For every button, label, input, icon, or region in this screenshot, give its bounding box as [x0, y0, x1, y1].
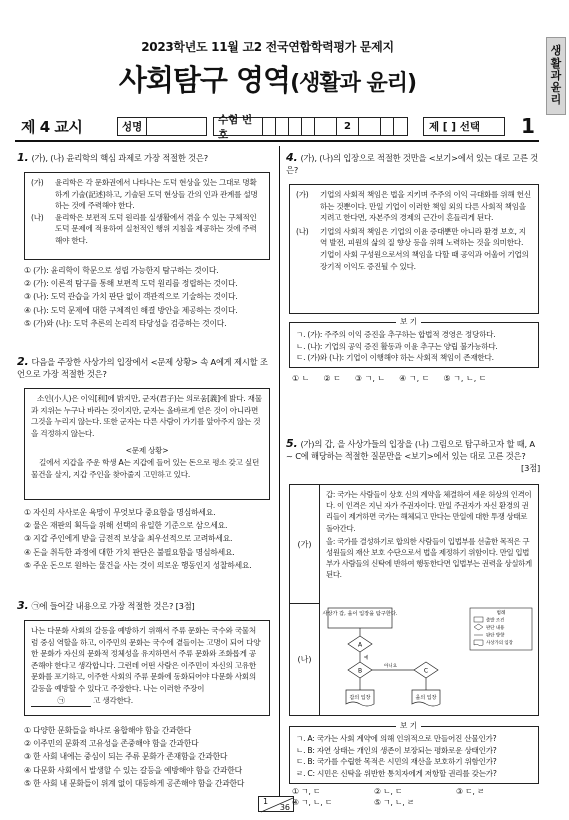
legend-item: 사상가의 입장	[486, 641, 513, 646]
exam-number-cell	[263, 118, 276, 135]
subject-main: 사회탐구 영역	[118, 63, 291, 97]
answer-option[interactable]: ④ ㄱ, ㄴ, ㄷ	[292, 798, 333, 807]
side-tab	[546, 37, 566, 115]
period-label: 제 4 교시	[21, 118, 83, 136]
thinker-gap: 갑: 국가는 사람들이 상호 신의 계약을 체결하여 세운 허상의 인격이다. 이 인격은 지닌 자가 주권자이다. 만일 주권자가 자신 환경의 권리들이 제거하면 국가는 해체되고 만다는 만일에 대한 투쟁 상태로 돌아간다.	[326, 490, 532, 533]
answer-option[interactable]: ④ ㄱ, ㄷ	[399, 374, 430, 383]
bogi-item: ㄷ. B: 국가를 수립한 목적은 시민의 재산을 보호하기 위함인가?	[296, 757, 497, 767]
answer-option[interactable]: ④ 다문화 사회에서 발생할 수 있는 갈등을 예방해야 함을 간과한다	[24, 765, 242, 775]
answer-option[interactable]: ⑤ ㄱ, ㄴ, ㄷ	[443, 374, 487, 383]
situation-title: <문제 상황>	[125, 446, 169, 456]
question-5-bogi	[289, 726, 539, 784]
flow-end-left-label: 갑의 입장	[349, 695, 371, 701]
answer-option[interactable]: ② ㄴ, ㄷ	[374, 787, 403, 796]
name-field[interactable]	[117, 117, 207, 136]
question-text: (가), (나) 윤리학의 핵심 과제로 가장 적절한 것은?	[31, 153, 208, 163]
choice-label: 제 [ ] 선택	[429, 121, 480, 133]
question-number: 5.	[286, 437, 298, 450]
item-tag: (나)	[296, 226, 309, 236]
side-tab-char: 과	[550, 68, 562, 82]
question-3-stem	[17, 600, 273, 612]
thinker-eul: 을: 국가를 결성하기로 합의한 사람들이 입법부를 선출한 목적은 구성원들의 재산 보호 수단으로서 법을 제정하기 위함이다. 만일 입법부가 사람들의 신탁에 반하여 행동한다면 입법부는 권력을 상실하게 된다.	[326, 536, 532, 580]
thinker-statements	[326, 489, 534, 581]
question-number: 4.	[286, 151, 298, 164]
answer-option[interactable]: ⑤ ㄱ, ㄴ, ㄹ	[374, 798, 415, 807]
question-4-stem	[286, 152, 540, 176]
bogi-item: ㄴ. (나): 기업의 공익 증진 활동과 이윤 추구는 양립 불가능하다.	[296, 341, 498, 351]
answer-option[interactable]: ③ ㄱ, ㄴ	[354, 374, 386, 383]
bogi-item: ㄷ. (가)와 (나): 기업이 이행해야 하는 사회적 책임이 존재한다.	[296, 353, 494, 363]
flow-node-c-label: C	[423, 667, 429, 675]
info-row	[15, 113, 539, 141]
side-tab-char: 활	[550, 56, 562, 70]
flow-end-right-label: 을의 입장	[415, 695, 437, 701]
exam-number-cell	[289, 118, 302, 135]
choice-field[interactable]	[423, 117, 505, 136]
exam-number-cell	[381, 118, 394, 135]
answer-option[interactable]: ④ 돈을 취득한 과정에 대한 가치 판단은 불필요함을 명심하세요.	[24, 547, 235, 557]
question-number: 1.	[17, 151, 29, 164]
question-text: (가), (나)의 입장으로 적절한 것만을 <보기>에서 있는 대로 고른 것은?	[286, 153, 539, 175]
question-4-bogi	[289, 322, 539, 368]
question-4-passage	[289, 184, 539, 314]
side-tab-char: 생	[550, 44, 562, 58]
column-divider	[279, 146, 280, 796]
flow-node-b-label: B	[357, 667, 363, 675]
answer-blank: ㉠	[31, 695, 91, 708]
passage-text-end: 고 생각한다.	[93, 695, 133, 705]
answer-option[interactable]: ② ㄷ	[323, 374, 341, 383]
answer-option[interactable]: ① 자신의 사사로운 욕망이 무엇보다 중요함을 명심하세요.	[24, 508, 216, 517]
flow-no-label: 아니요	[384, 664, 398, 669]
exam-number-cell	[359, 118, 381, 135]
answer-option[interactable]: ⑤ 주운 돈으로 원하는 물건을 사는 것이 의로운 행동인지 성찰하세요.	[24, 560, 252, 570]
exam-number-label: 수험 번호	[214, 118, 263, 135]
answer-option[interactable]: ① (가): 윤리학이 학문으로 성립 가능한지 탐구하는 것이다.	[24, 266, 219, 275]
name-label: 성명	[118, 118, 147, 135]
answer-option[interactable]: ② 이주민의 문화적 고유성을 존중해야 함을 간과한다	[24, 739, 199, 749]
side-tab-char: 리	[550, 93, 562, 107]
exam-number-cell	[394, 118, 407, 135]
exam-number-field[interactable]	[213, 113, 408, 141]
subject-paren: (생활과 윤리)	[290, 71, 417, 96]
question-1-passage	[24, 172, 270, 260]
exam-title: 2023학년도 11월 고2 전국연합학력평가 문제지	[141, 40, 394, 54]
answer-option[interactable]: ⑤ 한 사회 내 문화들이 위계 없이 대등하게 공존해야 함을 간과한다	[24, 778, 245, 788]
answer-option[interactable]: ① ㄱ, ㄷ	[292, 787, 321, 796]
exam-number-cell	[315, 118, 337, 135]
question-3-passage	[24, 620, 270, 716]
legend-end-icon	[474, 640, 483, 646]
side-tab-char: 윤	[550, 81, 562, 95]
question-2-options	[24, 506, 276, 572]
legend-start-icon	[474, 617, 483, 622]
bogi-title: 보 기	[396, 720, 421, 731]
item-text: 기업의 사회적 책임은 법을 지키며 주주의 이익 극대화를 위해 헌신하는 것뿐이다. 만일 기업이 이러한 책임 외의 다른 사회적 책임을 지려고 한다면, 자본주의 경제의 근간이 흔들리게 된다.	[320, 190, 531, 223]
legend-item: 출발 조건	[486, 618, 505, 624]
answer-option[interactable]: ⑤ (가)와 (나): 도덕 추론의 논리적 타당성을 검증하는 것이다.	[24, 318, 227, 328]
answer-option[interactable]: ③ ㄷ, ㄹ	[456, 787, 485, 796]
question-2-stem	[17, 356, 273, 380]
bogi-item: ㄹ. C: 시민은 신탁을 위반한 통치자에게 저항할 권리를 갖는가?	[296, 768, 497, 778]
legend-item: 판단 내용	[486, 626, 505, 631]
question-2-passage	[24, 388, 270, 500]
question-5-stem	[286, 438, 540, 474]
answer-option[interactable]: ① 다양한 문화들을 하나로 융합해야 함을 간과한다	[24, 726, 192, 735]
subject-title	[0, 58, 535, 99]
exam-number-cell	[276, 118, 289, 135]
passage-item	[296, 189, 532, 224]
answer-option[interactable]: ① ㄴ	[292, 374, 310, 383]
situation-text: 길에서 지갑을 주운 학생 A는 지갑에 들어 있는 돈으로 평소 갖고 싶던 물건을 살지, 지갑 주인을 찾아줄지 고민하고 있다.	[31, 457, 260, 479]
answer-option[interactable]: ② (가): 이론적 탐구를 통해 보편적 도덕 원리를 정립하는 것이다.	[24, 279, 238, 289]
legend-diamond-icon	[474, 624, 483, 630]
item-tag: (가)	[31, 178, 44, 187]
flow-node-a-label: A	[357, 641, 363, 649]
question-1-options	[24, 264, 276, 330]
question-text: (가)의 갑, 을 사상가들의 입장을 (나) 그림으로 탐구하고자 할 때, A ~ C에 해당하는 적절한 질문만을 <보기>에서 있는 대로 고른 것은?	[286, 439, 535, 461]
answer-option[interactable]: ② 물은 재판의 획득을 위해 선택의 유일한 기준으로 삼으세요.	[24, 521, 228, 531]
question-text: 다음을 주장한 사상가의 입장에서 <문제 상황> 속 A에게 제시할 조언으로 가장 적절한 것은?	[17, 357, 268, 379]
answer-option[interactable]: ④ (나): 도덕 문제에 대한 구체적인 해결 방안을 제공하는 것이다.	[24, 305, 238, 315]
answer-option[interactable]: ③ (나): 도덕 관습을 가치 판단 없이 객관적으로 기술하는 것이다.	[24, 292, 238, 302]
bogi-item: ㄱ. (가): 주주의 이익 증진을 추구하는 합법적 경영은 정당하다.	[296, 330, 496, 339]
flow-yes-label: 예	[364, 656, 369, 661]
passage-item	[31, 177, 263, 212]
question-3-options	[24, 724, 276, 790]
passage-text: 나는 다문화 사회의 갈등을 예방하기 위해서 주류 문화는 국수와 국물처럼 중심 역할을 하고, 이주민의 문화는 국수에 곁들이는 고명이 되어 다양한 문화가 자신의 문화적 정체성을 유지하면서 주류 문화와 조화롭게 공존해야 한다고 생각합니다. 그런데 어떤 사람은 이주민이 자신의 고유한 문화를 포기하고, 이주한 사회의 주류 문화에 동화되어야 다문화 사회의 갈등을 예방할 수 있다고 주장한다. 나는 이러한 주장이	[31, 626, 261, 693]
flow-start-text: 사상가 갑, 을이 입장을 탐구한다.	[322, 611, 398, 617]
exam-number-cell: 2	[337, 118, 359, 135]
flowchart	[320, 604, 538, 716]
question-4-options	[292, 373, 501, 384]
passage-text: 소인(小人)은 이익[利]에 밝지만, 군자(君子)는 의로움[義]에 밝다. 재물과 지위는 누구나 바라는 것이지만, 군자는 올바르게 얻은 것이 아니라면 그것을 누리지 않는다. 또한 군자는 다른 사람이 가기를 앞아주지 않는 것을 걱정하지 않는다.	[31, 394, 262, 438]
header-rule	[15, 140, 539, 142]
question-text: ㉠에 들어갈 내용으로 가장 적절한 것은? [3점]	[31, 601, 195, 611]
legend-item: 판단 방향	[486, 633, 505, 639]
item-tag: (가)	[296, 190, 309, 199]
passage-item	[296, 226, 532, 272]
passage-item	[31, 212, 263, 247]
answer-option[interactable]: ③ 한 사회 내에는 중심이 되는 주류 문화가 존재함을 간과한다	[24, 752, 228, 762]
bogi-item: ㄴ. B: 자연 상태는 개인의 생존이 보장되는 평화로운 상태인가?	[296, 745, 497, 755]
exam-number-cell	[302, 118, 315, 135]
footer-total: 36	[279, 803, 290, 812]
question-1-stem	[17, 152, 273, 164]
footer-page: 1	[263, 797, 269, 806]
answer-option[interactable]: ③ 지갑 주인에게 받을 금전적 보상을 최우선적으로 고려하세요.	[24, 534, 233, 544]
question-5-options	[292, 786, 540, 808]
page-number: 1	[521, 114, 535, 138]
item-text: 윤리학은 각 문화권에서 나타나는 도덕 현상을 있는 그대로 명확하게 기술(記述)하고, 기술된 도덕 현상들 간의 인과 관계를 설명하는 것에 주력해야 한다.	[55, 178, 258, 211]
item-tag: (나)	[31, 212, 44, 222]
row-label: (나)	[290, 603, 320, 715]
question-5-table	[289, 484, 539, 716]
bogi-title: 보 기	[396, 316, 421, 327]
item-text: 기업의 사회적 책임은 기업의 이윤 증대뿐만 아니라 환경 보호, 지역 발전, 피원의 삶의 질 향상 등을 위해 노력하는 것을 의미한다. 기업이 사회 구성원으로서의 책임을 다할 때 공익과 어울어 기업의 장기적 이익도 증진될 수 있다.	[320, 226, 529, 271]
page-footer	[258, 796, 294, 812]
row-label: (가)	[290, 485, 320, 603]
legend-title: 범례	[496, 611, 506, 616]
question-number: 2.	[17, 355, 29, 368]
bogi-item: ㄱ. A: 국가는 사회 계약에 의해 인위적으로 만들어진 산물인가?	[296, 734, 497, 743]
question-number: 3.	[17, 599, 29, 612]
exam-number-cells	[263, 118, 407, 135]
item-text: 윤리학은 보편적 도덕 원리를 실생활에서 겪을 수 있는 구체적인 도덕 문제에 적용하여 실천적인 행위 지침을 제공하는 것에 주력해야 한다.	[55, 212, 257, 245]
question-points: [3점]	[521, 463, 540, 473]
